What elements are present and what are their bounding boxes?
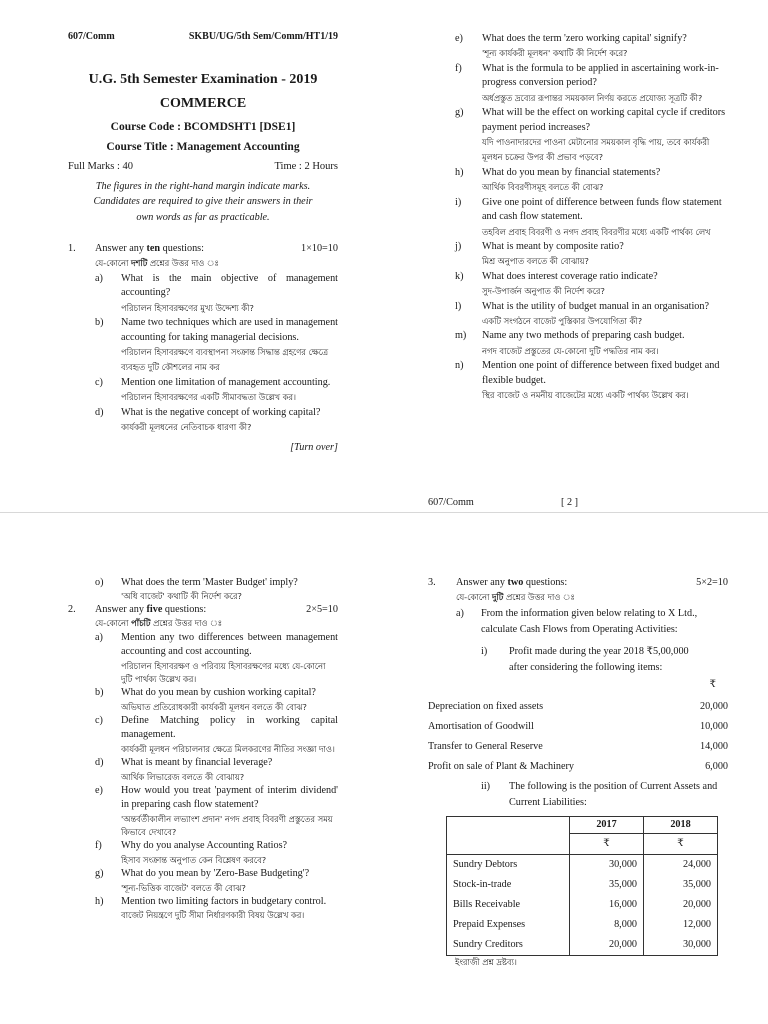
sub-text-en: What is the negative concept of working capital? (121, 406, 321, 418)
sub-text-bn: অর্ধপ্রস্তুত দ্রব্যের রূপান্তর সময়কাল নির্ণয় করতে প্রযোজ্য সূত্রটি কী? (482, 92, 703, 103)
cell-2017: 8,000 (570, 915, 644, 935)
sub-question-m (455, 329, 727, 359)
sub-text-en: Mention one point of difference between fixed budget and flexible budget. (482, 360, 720, 386)
sub-label: i) (481, 645, 488, 657)
item-value: 14,000 (699, 740, 728, 752)
sub-label: j) (455, 240, 462, 252)
item-name: Amortisation of Goodwill (428, 720, 534, 732)
cell-2017: 30,000 (570, 855, 644, 876)
list-item (428, 737, 728, 757)
sub-question-b (95, 686, 338, 714)
page-bottom-left (68, 576, 338, 923)
sub-text-en: The following is the position of Current Assets and Current Liabilities: (509, 780, 718, 809)
sub-text-bn: 'শূন্য কার্যকরী মূলধন' কথাটি কী নির্দেশ করে? (482, 48, 628, 59)
sub-text-bn: হিসাব সংক্রান্ত অনুপাত কেন বিশ্লেষণ করবে? (121, 854, 267, 865)
cell-2018: 30,000 (644, 935, 718, 956)
instr-bn-bold: দশটি (131, 258, 148, 269)
sub-text-bn: পরিচালন হিসাবরক্ষণের একটি সীমাবদ্ধতা উল্লেখ কর। (121, 392, 296, 403)
sub-text-en: Give one point of difference between funds flow statement and cash flow statement. (482, 196, 722, 223)
cell-2018: 12,000 (644, 915, 718, 935)
sub-text-en: How would you treat 'payment of interim dividend' in preparing cash flow statement? (121, 784, 338, 811)
sub-question-g (455, 106, 727, 166)
sub-question-k (455, 270, 727, 300)
question-number: 1. (68, 242, 76, 254)
sub-label: f) (455, 62, 462, 74)
instr-bn-post: প্রশ্নের উত্তর দাও ঃ (150, 618, 223, 629)
table-header-row (447, 816, 718, 833)
sub-question-d (95, 756, 338, 784)
sub-question-j (455, 240, 727, 270)
sub-label: ii) (481, 780, 491, 792)
instr-bn-pre: যে-কোনো (95, 618, 132, 629)
sub-label: n) (455, 360, 464, 372)
question-instruction-bn (95, 256, 338, 271)
instruction-line-3: own words as far as practicable. (136, 212, 270, 224)
table-row (447, 915, 718, 935)
time-allowed: Time : 2 Hours (274, 160, 338, 172)
question-instruction (95, 242, 301, 256)
sub-question-a (95, 272, 338, 316)
page-footer (428, 496, 578, 510)
list-item (428, 757, 728, 777)
header-code: 607/Comm (68, 31, 115, 42)
sub-question-g (95, 867, 338, 895)
footer-code: 607/Comm (428, 497, 474, 508)
page-divider (0, 512, 768, 513)
sub-question-a (95, 631, 338, 687)
sub-text-bn: পরিচালন হিসাবরক্ষণ ও পরিব্যয় হিসাবরক্ষণের মধ্যে যে-কোনো দুটি পার্থক্য উল্লেখ কর। (121, 660, 326, 684)
assets-table (446, 816, 718, 956)
page-top-left (68, 30, 338, 456)
sub-text-en: What do you mean by 'Zero-Base Budgeting'? (121, 868, 310, 880)
question-number: 3. (428, 577, 436, 588)
sub-label: a) (95, 272, 103, 284)
sub-question-h (455, 166, 727, 196)
sub-text-en: What is meant by financial leverage? (121, 757, 273, 769)
sub-label: b) (95, 317, 104, 329)
sub-question-a (456, 606, 728, 638)
table-row (447, 895, 718, 915)
sub-label: c) (95, 714, 103, 726)
sub-label: d) (95, 406, 104, 418)
sub-text-en: What do you mean by cushion working capital? (121, 687, 316, 699)
sub-text-en: Mention two limiting factors in budgetary control. (121, 895, 327, 907)
sub-label: l) (455, 300, 462, 312)
table-unit-2017: ₹ (570, 834, 644, 855)
question-instruction-bn (95, 617, 338, 630)
question-instruction (456, 576, 696, 590)
sub-text-bn: যদি পাওনাদারদের পাওনা মেটানোর সময়কাল বৃদ্ধি পায়, তবে কার্যকরী মূলধন চক্রের উপর কী প্রভাব পড়বে? (482, 137, 710, 163)
sub-text-en: Mention any two differences between management accounting and cost accounting. (121, 631, 338, 658)
sub-text-bn: স্থির বাজেট ও নমনীয় বাজেটের মধ্যে একটি পার্থক্য উল্লেখ কর। (482, 390, 689, 401)
instr-pre: Answer any (456, 577, 508, 588)
sub-text-bn: মিশ্র অনুপাত বলতে কী বোঝায়? (482, 256, 589, 267)
page-top-right (455, 32, 727, 404)
sub-text-en: What is meant by composite ratio? (482, 240, 624, 252)
sub-question-d (95, 406, 338, 436)
sub-text-en: From the information given below relating to X Ltd., calculate Cash Flows from Operating Activities: (481, 608, 698, 636)
sub-text-bn: আর্থিক বিবরণীসমূহ বলতে কী বোঝ? (482, 182, 604, 193)
question-2 (68, 603, 338, 923)
instr-bn-pre: যে-কোনো (95, 258, 132, 269)
header-series: SKBU/UG/5th Sem/Comm/HT1/19 (188, 31, 338, 42)
sub-text-en: What will be the effect on working capital cycle if creditors payment period increases? (482, 107, 726, 133)
sub-text-en: Name two techniques which are used in management accounting for taking managerial decisions. (121, 317, 338, 343)
table-unit-row (447, 834, 718, 855)
sub-question-b (95, 316, 338, 376)
sub-label: k) (455, 270, 464, 282)
table-unit-blank (447, 834, 570, 855)
sub-text-en: What is the formula to be applied in ascertaining work-in-progress conversion period? (482, 62, 719, 89)
instr-bold: five (146, 603, 163, 615)
subject-title: COMMERCE (159, 96, 247, 112)
item-name: Profit on sale of Plant & Machinery (428, 760, 574, 772)
full-marks: Full Marks : 40 (68, 160, 134, 172)
turn-over-note: [Turn over] (290, 442, 338, 454)
sub-label: i) (455, 196, 462, 208)
row-label: Stock-in-trade (447, 875, 570, 895)
instr-pre: Answer any (95, 603, 147, 615)
sub-question-f (455, 62, 727, 106)
question-1 (68, 242, 338, 435)
sub-text-en: Mention one limitation of management accounting. (121, 376, 331, 388)
sub-text-en: What do you mean by financial statements? (482, 166, 661, 178)
sub-label: a) (95, 631, 103, 643)
instr-pre: Answer any (95, 242, 147, 254)
item-name: Depreciation on fixed assets (428, 700, 544, 712)
row-label: Sundry Debtors (447, 855, 570, 876)
part-ii (481, 779, 728, 812)
footer-page-number: [ 2 ] (561, 497, 578, 508)
cell-2018: 24,000 (644, 855, 718, 876)
sub-text-en: Why do you analyse Accounting Ratios? (121, 840, 288, 852)
part-i (481, 644, 728, 677)
sub-text-en: What is the main objective of management accounting? (121, 272, 338, 299)
instr-bn-bold: দুটি (492, 592, 504, 603)
sub-label: a) (456, 608, 464, 620)
sub-question-n (455, 359, 727, 403)
question-marks: 5×2=10 (696, 577, 728, 588)
list-item (428, 717, 728, 737)
row-label: Sundry Creditors (447, 935, 570, 956)
sub-text-en: What does interest coverage ratio indicate? (482, 270, 658, 282)
sub-text-bn: 'অধি বাজেট' কথাটি কী নির্দেশ করে? (121, 591, 242, 602)
sub-question-e (455, 32, 727, 62)
sub-question-c (95, 714, 338, 756)
instr-bold: ten (146, 242, 161, 254)
row-label: Prepaid Expenses (447, 915, 570, 935)
sub-question-c (95, 376, 338, 406)
question-marks: 2×5=10 (306, 603, 338, 615)
sub-text-bn: বাজেট নিয়ন্ত্রণে দুটি সীমা নির্ধারণকারী বিষয় উল্লেখ কর। (121, 910, 305, 921)
sub-question-e (95, 784, 338, 840)
sub-text-bn: সুদ-উপার্জন অনুপাত কী নির্দেশ করে? (482, 286, 605, 297)
item-value: 10,000 (699, 720, 728, 732)
page-bottom-right (428, 576, 728, 969)
cell-2018: 20,000 (644, 895, 718, 915)
instruction-line-1: The figures in the right-hand margin indicate marks. (95, 180, 311, 192)
question-marks: 1×10=10 (301, 242, 338, 254)
table-unit-2018: ₹ (644, 834, 718, 855)
sub-label: d) (95, 757, 104, 769)
instr-bn-post: প্রশ্নের উত্তর দাও ঃ (503, 592, 575, 603)
instr-bn-pre: যে-কোনো (456, 592, 493, 603)
course-code: Course Code : BCOMDSHT1 [DSE1] (110, 120, 296, 133)
sub-label: f) (95, 840, 102, 852)
sub-text-en: What is the utility of budget manual in an organisation? (482, 300, 709, 312)
instr-bn-post: প্রশ্নের উত্তর দাও ঃ (147, 258, 219, 269)
item-value: 6,000 (705, 760, 728, 772)
sub-text-en: What does the term 'Master Budget' imply? (121, 577, 298, 588)
sub-label: b) (95, 687, 104, 699)
course-title: Course Title : Management Accounting (106, 141, 300, 154)
cell-2017: 20,000 (570, 935, 644, 956)
sub-label: h) (455, 166, 464, 178)
exam-title: U.G. 5th Semester Examination - 2019 (88, 72, 318, 88)
cell-2017: 16,000 (570, 895, 644, 915)
question-number: 2. (68, 603, 76, 615)
instr-post: questions: (160, 242, 204, 254)
sub-text-bn: 'শূন্য-ভিত্তিক বাজেট' বলতে কী বোঝ? (121, 882, 246, 893)
question-instruction (95, 603, 306, 617)
sub-question-i (455, 196, 727, 240)
sub-question-o (95, 576, 338, 603)
question-instruction-bn (456, 590, 728, 606)
cell-2018: 35,000 (644, 875, 718, 895)
table-row (447, 875, 718, 895)
instr-post: questions: (162, 603, 207, 615)
sub-label: g) (455, 107, 464, 119)
table-header-2017: 2017 (570, 816, 644, 833)
sub-text-en: What does the term 'zero working capital' signify? (482, 33, 687, 44)
instruction-line-2: Candidates are required to give their answers in their (93, 196, 313, 208)
sub-text-bn: পরিচালন হিসাবরক্ষণের মুখ্য উদ্দেশ্য কী? (121, 302, 254, 313)
sub-text-bn: অভিঘাত প্রতিরোধকারী কার্যকরী মূলধন বলতে কী বোঝ? (121, 701, 307, 712)
instructions (68, 179, 338, 226)
instr-bold: two (507, 577, 524, 588)
sub-text-bn: পরিচালন হিসাবরক্ষণে ব্যবস্থাপনা সংক্রান্ত সিদ্ধান্ত গ্রহণের ক্ষেত্রে ব্যবহৃত দুটি কৌশলের নাম কর (121, 347, 328, 373)
sub-question-f (95, 839, 338, 867)
sub-text-bn: একটি সংগঠনে বাজেট পুস্তিকার উপযোগিতা কী? (482, 316, 643, 327)
item-name: Transfer to General Reserve (428, 740, 543, 752)
sub-text-en: Name any two methods of preparing cash budget. (482, 330, 685, 342)
sub-label: e) (95, 784, 103, 796)
sub-question-h (95, 895, 338, 923)
sub-text-en: Define Matching policy in working capital management. (121, 714, 338, 741)
sub-label: e) (455, 33, 463, 44)
sub-text-bn: কার্যকরী মূলধনের নেতিবাচক ধারণা কী? (121, 422, 252, 433)
sub-question-l (455, 300, 727, 330)
sub-text-bn: আর্থিক লিভারেজ বলতে কী বোঝায়? (121, 771, 245, 782)
sub-text-bn: তহবিল প্রবাহ বিবরণী ও নগদ প্রবাহ বিবরণীর মধ্যে একটি পার্থক্য লেখ (482, 226, 711, 237)
sub-text-bn: কার্যকরী মূলধন পরিচালনার ক্ষেত্রে মিলকরণের নীতির সংজ্ঞা দাও। (121, 743, 335, 754)
row-label: Bills Receivable (447, 895, 570, 915)
sub-text-bn: নগদ বাজেট প্রস্তুতের যে-কোনো দুটি পদ্ধতির নাম কর। (482, 345, 659, 356)
sub-text-en: Profit made during the year 2018 ₹5,00,000 after considering the following items: (509, 645, 689, 674)
table-row (447, 855, 718, 876)
instr-bn-bold: পাঁচটি (131, 618, 151, 629)
item-value: 20,000 (699, 700, 728, 712)
sub-label: g) (95, 868, 104, 880)
sub-label: o) (95, 577, 104, 588)
rupee-heading: ₹ (709, 679, 716, 691)
sub-label: h) (95, 895, 104, 907)
bottom-note: ইংরাজী প্রশ্ন দ্রষ্টব্য। (455, 957, 517, 968)
table-header-blank (447, 816, 570, 833)
sub-label: c) (95, 376, 103, 388)
items-list (428, 697, 728, 777)
cell-2017: 35,000 (570, 875, 644, 895)
list-item (428, 697, 728, 717)
sub-label: m) (455, 330, 467, 342)
table-header-2018: 2018 (644, 816, 718, 833)
question-3-heading (428, 576, 728, 590)
sub-text-bn: 'অন্তর্বর্তীকালীন লভ্যাংশ প্রদান' নগদ প্রবাহ বিবরণী প্রস্তুতের সময় কিভাবে দেখাবে? (121, 813, 333, 838)
instr-post: questions: (523, 577, 568, 588)
table-row (447, 935, 718, 956)
